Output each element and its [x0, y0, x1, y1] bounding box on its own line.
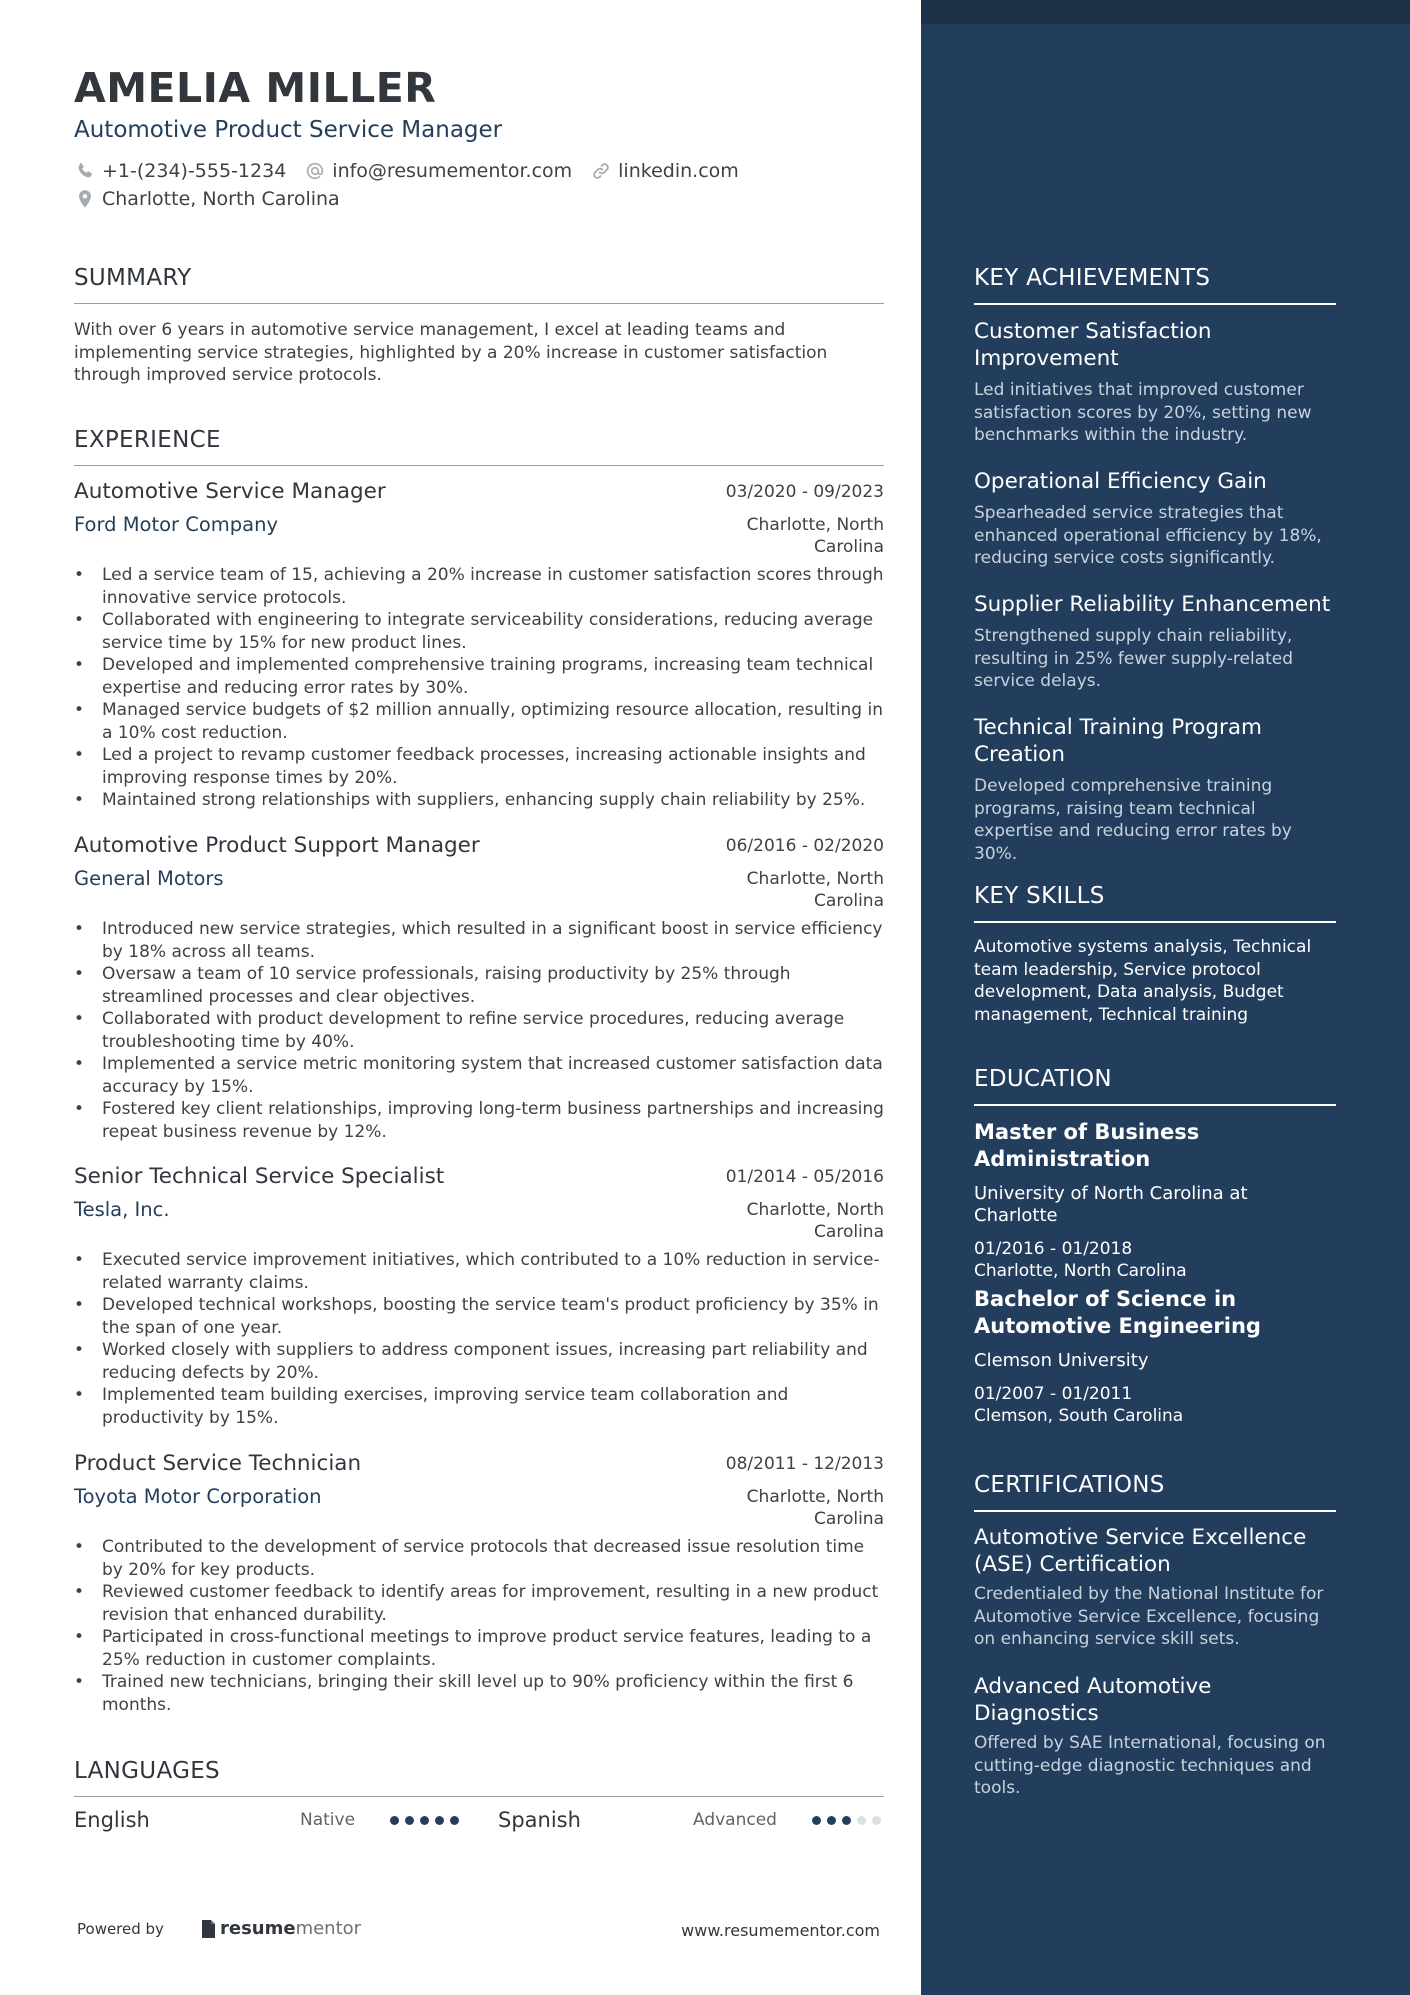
- bullet-item: • Fostered key client relationships, improving long-term business partnerships and increasing repeat business revenue by 12%.: [74, 1098, 884, 1143]
- certification-item: [974, 1524, 1336, 1651]
- achievement-item: [974, 714, 1336, 865]
- email-contact[interactable]: [304, 160, 572, 182]
- languages-row: [74, 1808, 884, 1838]
- bullet-item: • Worked closely with suppliers to address component issues, increasing part reliability and reducing defects by 20%.: [74, 1339, 884, 1384]
- phone-text: +1-(234)-555-1234: [102, 160, 287, 182]
- brand-name-light: mentor: [295, 1918, 362, 1939]
- proficiency-dot-filled: [405, 1816, 414, 1825]
- achievement-desc: Led initiatives that improved customer satisfaction scores by 20%, setting new benchmarks within the industry.: [974, 380, 1312, 445]
- education-heading: [974, 1066, 1336, 1092]
- candidate-name: AMELIA MILLER: [74, 64, 437, 112]
- achievement-title: Supplier Reliability Enhancement: [974, 592, 1331, 617]
- achievement-item: [974, 468, 1336, 570]
- language-item: [74, 1808, 465, 1832]
- map-pin-icon: [74, 188, 96, 210]
- bullet-item: • Oversaw a team of 10 service professionals, raising productivity by 25% through streamlined processes and clear objectives.: [74, 963, 884, 1008]
- bullet-item: • Developed and implemented comprehensive training programs, increasing team technical expertise and reducing error rates by 30%.: [74, 654, 884, 699]
- email-text: info@resumementor.com: [332, 160, 573, 182]
- bullet-item: • Collaborated with engineering to integrate serviceability considerations, reducing average service time by 15% for new product lines.: [74, 609, 884, 654]
- achievement-item: [974, 591, 1336, 693]
- summary-heading: [74, 265, 884, 291]
- skills-heading-text: KEY SKILLS: [974, 883, 1105, 909]
- language-item: [498, 1808, 887, 1832]
- education-degree: Master of Business Administration: [974, 1120, 1200, 1171]
- linkedin-text: linkedin.com: [618, 160, 739, 182]
- job-bullets: [74, 1536, 884, 1716]
- bullet-item: • Developed technical workshops, boosting the service team's product proficiency by 35% in the span of one year.: [74, 1294, 884, 1339]
- job-entry: [74, 1164, 884, 1429]
- bullet-item: • Reviewed customer feedback to identify areas for improvement, resulting in a new product revision that enhanced durability.: [74, 1581, 884, 1626]
- proficiency-dot-filled: [420, 1816, 429, 1825]
- skills-text: Automotive systems analysis, Technical team leadership, Service protocol development, Data analysis, Budget management, Technical training: [974, 937, 1312, 1025]
- achievements-heading-text: KEY ACHIEVEMENTS: [974, 265, 1211, 291]
- job-company: Ford Motor Company: [74, 513, 279, 536]
- proficiency-dot-filled: [390, 1816, 399, 1825]
- phone-icon: [74, 160, 96, 182]
- sidebar-divider: [974, 303, 1336, 305]
- link-icon: [590, 160, 612, 182]
- certification-desc: Offered by SAE International, focusing on cutting-edge diagnostic techniques and tools.: [974, 1733, 1326, 1798]
- job-dates: 01/2014 - 05/2016: [725, 1167, 884, 1187]
- education-dates: 01/2007 - 01/2011: [974, 1384, 1133, 1404]
- achievement-desc: Strengthened supply chain reliability, resulting in 25% fewer supply-related service delays.: [974, 626, 1294, 691]
- achievement-title: Customer Satisfaction Improvement: [974, 319, 1212, 371]
- bullet-item: • Trained new technicians, bringing their skill level up to 90% proficiency within the first 6 months.: [74, 1671, 884, 1716]
- job-bullets: [74, 1249, 884, 1429]
- brand-name-bold: resume: [220, 1918, 296, 1939]
- job-location: Charlotte, North Carolina: [746, 1487, 884, 1529]
- bullet-item: • Implemented a service metric monitoring system that increased customer satisfaction data accuracy by 15%.: [74, 1053, 884, 1098]
- education-dates: 01/2016 - 01/2018: [974, 1239, 1133, 1259]
- job-role: Product Service Technician: [74, 1451, 362, 1476]
- bullet-item: • Introduced new service strategies, which resulted in a significant boost in service efficiency by 18% across all teams.: [74, 918, 884, 963]
- section-divider: [74, 1796, 884, 1797]
- candidate-title: Automotive Product Service Manager: [74, 117, 503, 143]
- bullet-item: • Managed service budgets of $2 million annually, optimizing resource allocation, resulting in a 10% cost reduction.: [74, 699, 884, 744]
- education-heading-text: EDUCATION: [974, 1066, 1112, 1092]
- certifications-heading-text: CERTIFICATIONS: [974, 1472, 1165, 1498]
- language-level: Advanced: [693, 1810, 777, 1830]
- job-company: Tesla, Inc.: [74, 1198, 170, 1221]
- certification-item: [974, 1673, 1336, 1800]
- experience-heading: [74, 427, 884, 453]
- bullet-item: • Contributed to the development of service protocols that decreased issue resolution time by 20% for key products.: [74, 1536, 884, 1581]
- at-sign-icon: [304, 160, 326, 182]
- proficiency-dot-filled: [812, 1816, 821, 1825]
- location-contact: [74, 188, 340, 210]
- summary-heading-text: SUMMARY: [74, 265, 192, 291]
- footer: [74, 1918, 884, 1944]
- job-dates: 08/2011 - 12/2013: [725, 1454, 884, 1474]
- bullet-item: • Collaborated with product development to refine service procedures, reducing average troubleshooting time by 40%.: [74, 1008, 884, 1053]
- sidebar: [921, 0, 1410, 1995]
- sidebar-divider: [974, 1104, 1336, 1106]
- achievement-title: Technical Training Program Creation: [974, 715, 1262, 767]
- proficiency-dots: [390, 1816, 465, 1825]
- brand-logo[interactable]: [200, 1918, 361, 1939]
- education-item: [974, 1286, 1336, 1427]
- job-role: Automotive Service Manager: [74, 479, 386, 504]
- bullet-item: • Participated in cross-functional meetings to improve product service features, leading to a 25% reduction in customer complaints.: [74, 1626, 884, 1671]
- education-location: Clemson, South Carolina: [974, 1406, 1184, 1426]
- job-company: General Motors: [74, 867, 224, 890]
- section-divider: [74, 465, 884, 466]
- job-dates: 06/2016 - 02/2020: [725, 836, 884, 856]
- contact-row: [74, 160, 757, 182]
- resumementor-logo-icon: [200, 1919, 216, 1939]
- summary-text: With over 6 years in automotive service management, I excel at leading teams and implementing service strategies, highlighted by a 20% increase in customer satisfaction through improved service protocols.: [74, 320, 828, 385]
- job-dates: 03/2020 - 09/2023: [725, 482, 884, 502]
- achievement-item: [974, 318, 1336, 447]
- bullet-item: • Implemented team building exercises, improving service team collaboration and productivity by 15%.: [74, 1384, 884, 1429]
- skills-heading: [974, 883, 1336, 909]
- sidebar-divider: [974, 1510, 1336, 1512]
- certification-title: Automotive Service Excellence (ASE) Certification: [974, 1525, 1307, 1577]
- education-item: [974, 1119, 1336, 1282]
- education-degree: Bachelor of Science in Automotive Engineering: [974, 1287, 1261, 1338]
- powered-by-text: Powered by: [77, 1920, 164, 1938]
- education-school: Clemson University: [974, 1350, 1149, 1371]
- job-entry: [74, 479, 884, 812]
- proficiency-dots: [812, 1816, 887, 1825]
- certification-desc: Credentialed by the National Institute for Automotive Service Excellence, focusing on enhancing service skill sets.: [974, 1584, 1324, 1649]
- job-company: Toyota Motor Corporation: [74, 1485, 322, 1508]
- proficiency-dot-filled: [827, 1816, 836, 1825]
- job-entry: [74, 1451, 884, 1716]
- certifications-heading: [974, 1472, 1336, 1498]
- sidebar-divider: [974, 921, 1336, 923]
- achievement-desc: Spearheaded service strategies that enhanced operational efficiency by 18%, reducing service costs significantly.: [974, 503, 1322, 568]
- phone-contact[interactable]: [74, 160, 286, 182]
- skills-block: [974, 936, 1336, 1026]
- job-location: Charlotte, North Carolina: [746, 869, 884, 911]
- job-role: Automotive Product Support Manager: [74, 833, 480, 858]
- experience-heading-text: EXPERIENCE: [74, 427, 221, 453]
- education-school: University of North Carolina at Charlotte: [974, 1183, 1248, 1226]
- certification-title: Advanced Automotive Diagnostics: [974, 1674, 1212, 1726]
- section-divider: [74, 303, 884, 304]
- languages-heading-text: LANGUAGES: [74, 1758, 220, 1784]
- job-location: Charlotte, North Carolina: [746, 515, 884, 557]
- bullet-item: • Led a project to revamp customer feedback processes, increasing actionable insights and improving response times by 20%.: [74, 744, 884, 789]
- achievement-title: Operational Efficiency Gain: [974, 469, 1267, 494]
- job-bullets: [74, 918, 884, 1143]
- proficiency-dot-filled: [450, 1816, 459, 1825]
- language-name: English: [74, 1808, 150, 1832]
- job-role: Senior Technical Service Specialist: [74, 1164, 445, 1189]
- bullet-item: • Led a service team of 15, achieving a 20% increase in customer satisfaction scores through innovative service protocols.: [74, 564, 884, 609]
- job-bullets: [74, 564, 884, 812]
- job-location: Charlotte, North Carolina: [746, 1200, 884, 1242]
- sidebar-top-band: [921, 0, 1410, 24]
- location-text: Charlotte, North Carolina: [102, 188, 340, 210]
- proficiency-dot-filled: [842, 1816, 851, 1825]
- languages-heading: [74, 1758, 884, 1784]
- language-level: Native: [300, 1810, 356, 1830]
- achievements-heading: [974, 265, 1336, 291]
- proficiency-dot-empty: [872, 1816, 881, 1825]
- achievement-desc: Developed comprehensive training programs, raising team technical expertise and reducing error rates by 30%.: [974, 776, 1292, 864]
- bullet-item: • Executed service improvement initiatives, which contributed to a 10% reduction in service-related warranty claims.: [74, 1249, 884, 1294]
- job-entry: [74, 833, 884, 1143]
- website-link[interactable]: www.resumementor.com: [681, 1921, 880, 1940]
- education-location: Charlotte, North Carolina: [974, 1261, 1187, 1281]
- proficiency-dot-filled: [435, 1816, 444, 1825]
- location-row: [74, 188, 358, 210]
- proficiency-dot-empty: [857, 1816, 866, 1825]
- bullet-item: • Maintained strong relationships with suppliers, enhancing supply chain reliability by 25%.: [74, 789, 884, 812]
- language-name: Spanish: [498, 1808, 581, 1832]
- linkedin-contact[interactable]: [590, 160, 739, 182]
